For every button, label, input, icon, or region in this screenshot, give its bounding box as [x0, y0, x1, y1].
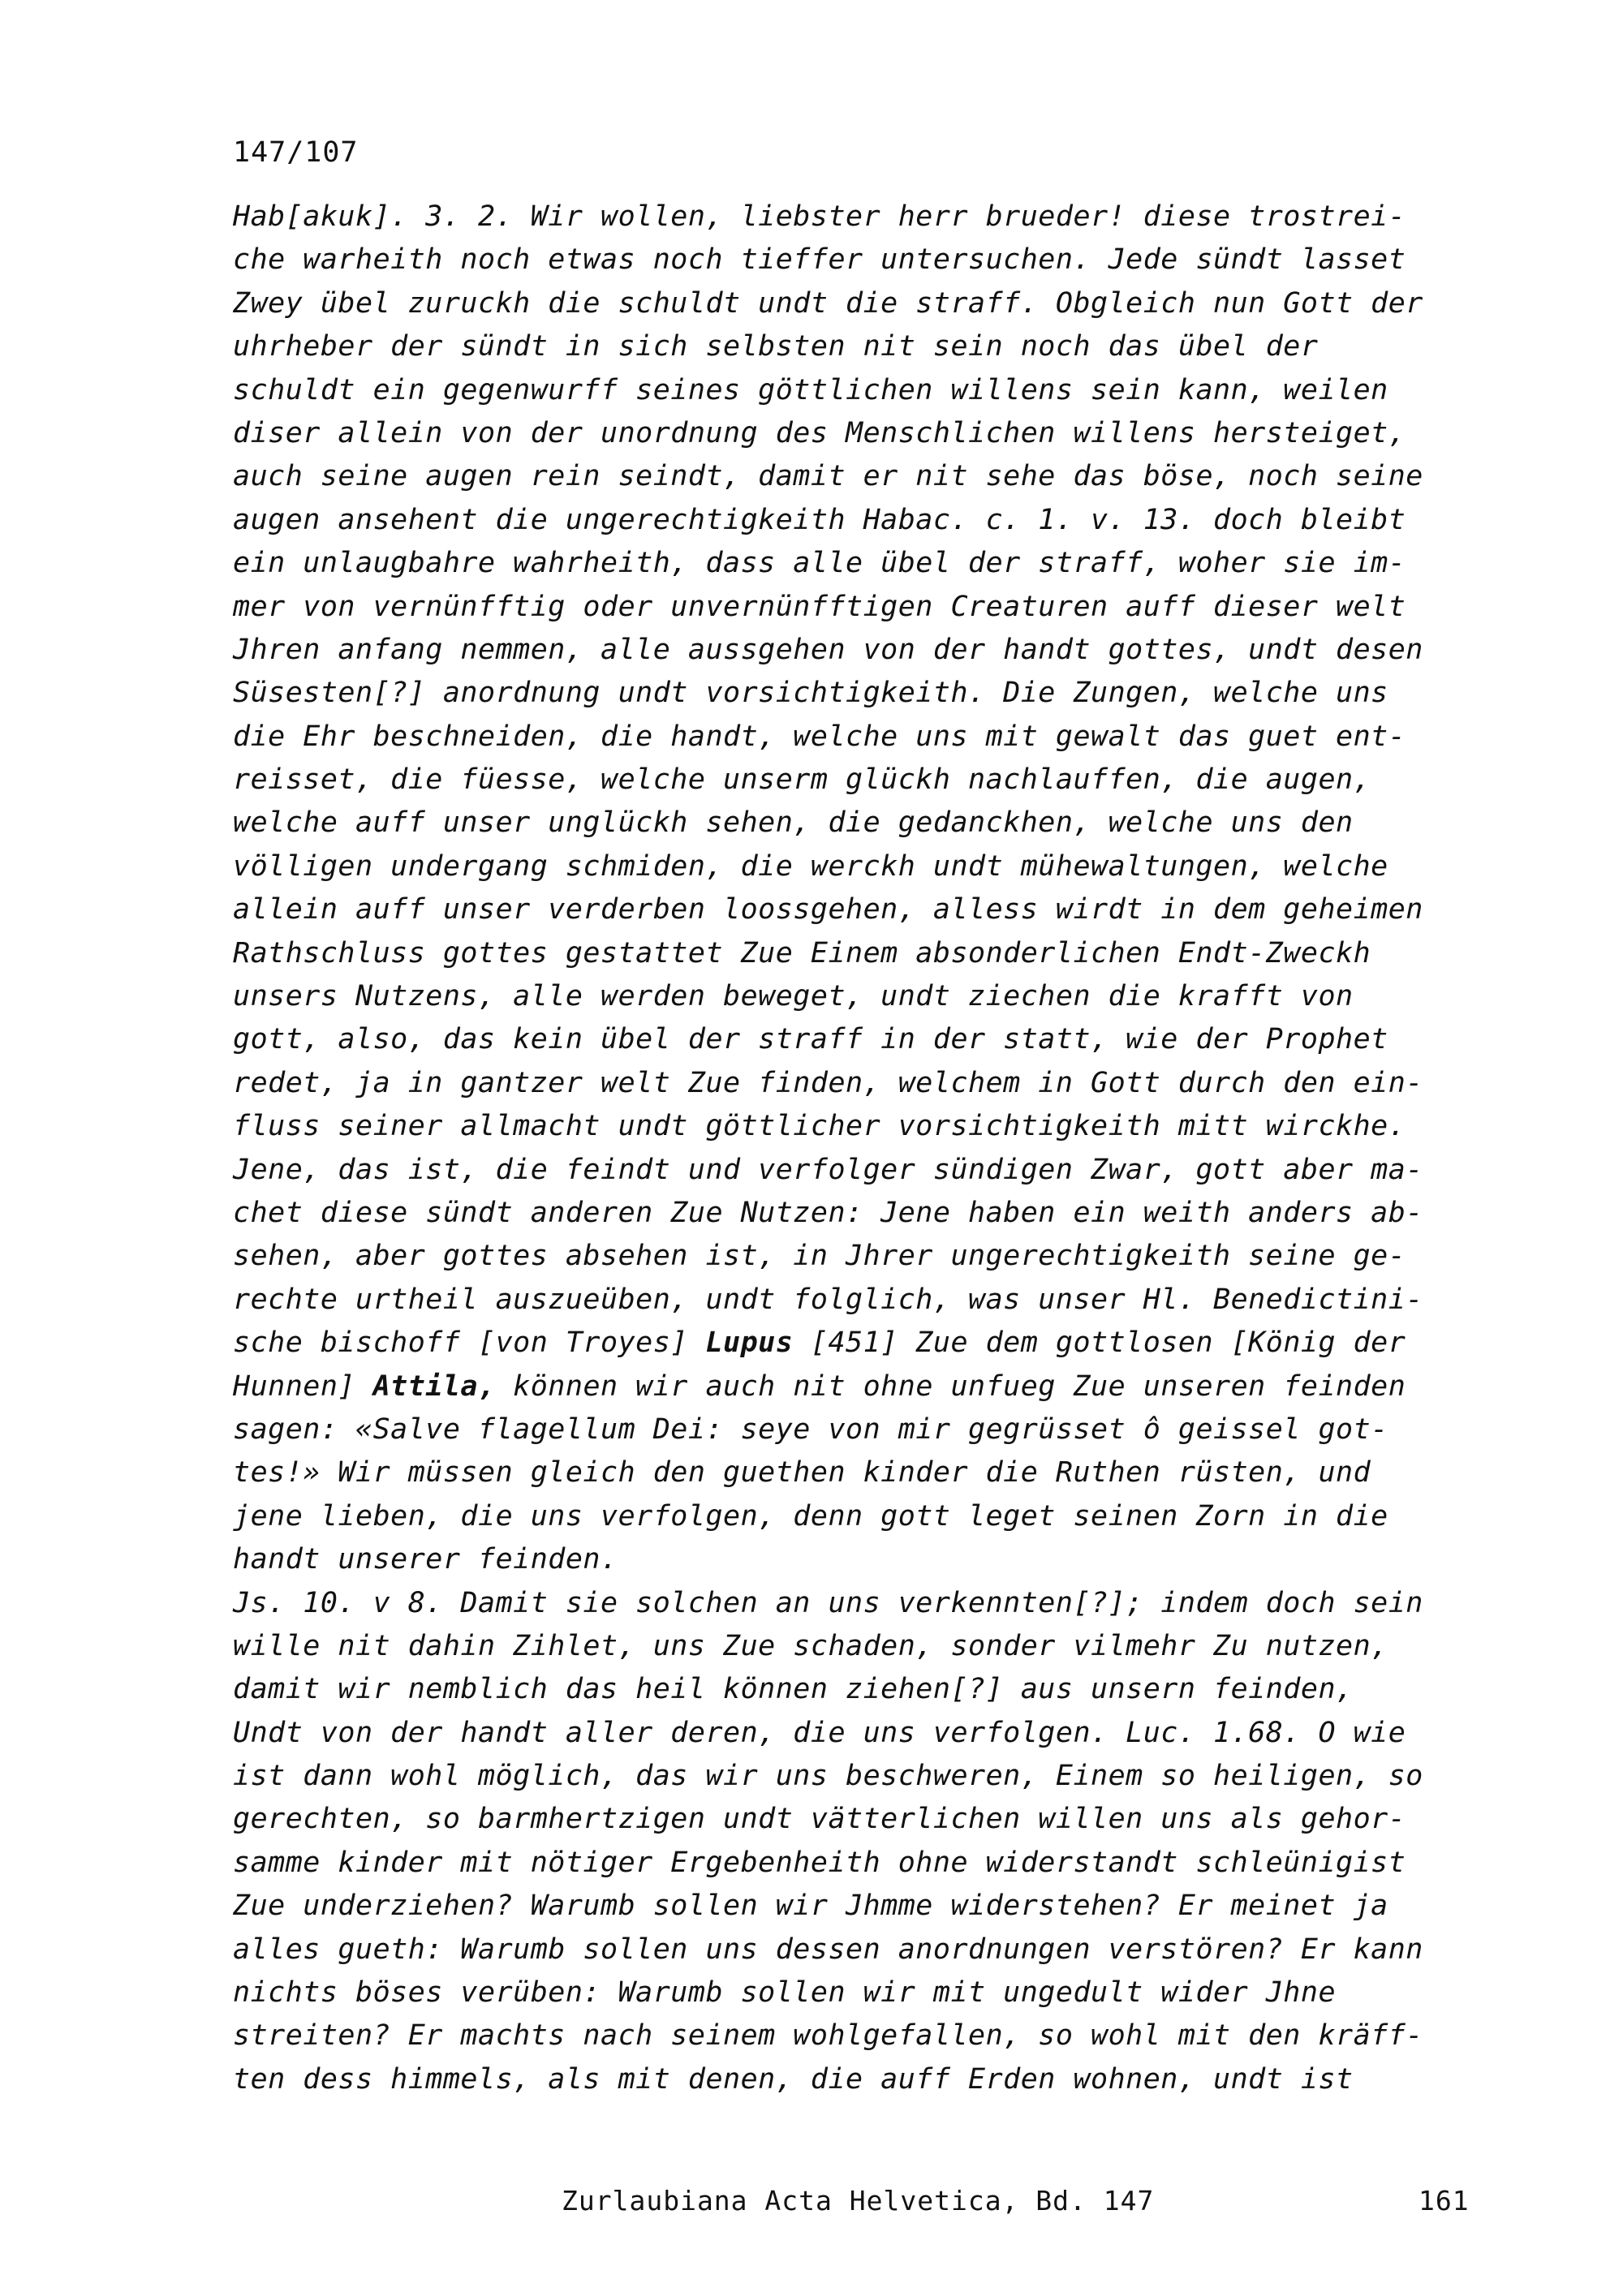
- text-line: ist dann wohl möglich, das wir uns beschweren, Einem so heiligen, so: [233, 1760, 1423, 1793]
- text-segment: [451] Zue dem gottlosen [König der: [793, 1326, 1406, 1360]
- text-line: Zue underziehen? Warumb sollen wir Jhmme widerstehen? Er meinet ja: [233, 1890, 1388, 1923]
- text-line: Js. 10. v 8. Damit sie solchen an uns verkennten[?]; indem doch sein: [233, 1586, 1423, 1619]
- footer-title: Zurlaubiana Acta Helvetica, Bd. 147: [562, 2185, 1155, 2216]
- text-line: Rathschluss gottes gestattet Zue Einem absonderlichen Endt-Zweckh: [233, 936, 1371, 970]
- text-line: auch seine augen rein seindt, damit er nit sehe das böse, noch seine: [233, 460, 1423, 493]
- text-segment: können wir auch nit ohne unfueg Zue unseren feinden: [495, 1369, 1406, 1403]
- text-line: che warheith noch etwas noch tieffer untersuchen. Jede sündt lasset: [233, 243, 1406, 277]
- text-line: allein auff unser verderben loossgehen, alless wirdt in dem geheimen: [233, 893, 1423, 927]
- text-line: fluss seiner allmacht undt göttlicher vorsichtigkeith mitt wirckhe.: [233, 1110, 1406, 1143]
- body-text: [233, 196, 1483, 2101]
- text-line-lupus: [233, 1322, 1483, 1365]
- text-line: Hab[akuk]. 3. 2. Wir wollen, liebster herr brueder! diese trostrei-: [233, 200, 1406, 233]
- text-line: völligen undergang schmiden, die werckh undt mühewaltungen, welche: [233, 849, 1388, 883]
- text-line: Jhren anfang nemmen, alle aussgehen von der handt gottes, undt desen: [233, 633, 1423, 666]
- text-line: tes!» Wir müssen gleich den guethen kinder die Ruthen rüsten, und: [233, 1456, 1371, 1490]
- text-segment: sche bischoff [von Troyes]: [233, 1326, 706, 1360]
- text-line: damit wir nemblich das heil können ziehen[?] aus unsern feinden,: [233, 1673, 1354, 1706]
- text-line: ein unlaugbahre wahrheith, dass alle übel der straff, woher sie im-: [233, 547, 1406, 580]
- text-line: chet diese sündt anderen Zue Nutzen: Jene haben ein weith anders ab-: [233, 1196, 1423, 1229]
- text-line: reisset, die füesse, welche unserm glückh nachlauffen, die augen,: [233, 763, 1371, 797]
- text-line: Jene, das ist, die feindt und verfolger sündigen Zwar, gott aber ma-: [233, 1153, 1423, 1186]
- text-line: sehen, aber gottes absehen ist, in Jhrer ungerechtigkeith seine ge-: [233, 1240, 1406, 1273]
- text-line: jene lieben, die uns verfolgen, denn gott leget seinen Zorn in die: [233, 1499, 1388, 1533]
- text-line: Zwey übel zuruckh die schuldt undt die straff. Obgleich nun Gott der: [233, 286, 1423, 320]
- text-line: gerechten, so barmhertzigen undt vätterlichen willen uns als gehor-: [233, 1803, 1406, 1836]
- text-line-attila: [233, 1365, 1483, 1408]
- text-line: streiten? Er machts nach seinem wohlgefallen, so wohl mit den kräff-: [233, 2019, 1423, 2053]
- text-line: Süsesten[?] anordnung undt vorsichtigkeith. Die Zungen, welche uns: [233, 677, 1388, 710]
- text-line: augen ansehent die ungerechtigkeith Habac. c. 1. v. 13. doch bleibt: [233, 503, 1406, 536]
- text-line: schuldt ein gegenwurff seines göttlichen willens sein kann, weilen: [233, 373, 1388, 406]
- text-line: rechte urtheil auszueüben, undt folglich, was unser Hl. Benedictini-: [233, 1283, 1423, 1316]
- name-lupus: Lupus: [705, 1326, 794, 1360]
- text-line: nichts böses verüben: Warumb sollen wir mit ungedult wider Jhne: [233, 1976, 1337, 2010]
- text-line: mer von vernünfftig oder unvernünfftigen Creaturen auff dieser welt: [233, 590, 1406, 623]
- text-line: ten dess himmels, als mit denen, die auff Erden wohnen, undt ist: [233, 2062, 1354, 2096]
- text-line: wille nit dahin Zihlet, uns Zue schaden, sonder vilmehr Zu nutzen,: [233, 1629, 1388, 1662]
- text-line: gott, also, das kein übel der straff in der statt, wie der Prophet: [233, 1023, 1388, 1056]
- text-line: handt unserer feinden.: [233, 1543, 618, 1576]
- text-line: sagen: «Salve flagellum Dei: seye von mir gegrüsset ô geissel got-: [233, 1412, 1388, 1446]
- text-line: unsers Nutzens, alle werden beweget, undt ziechen die krafft von: [233, 980, 1354, 1013]
- name-attila: Attila,: [372, 1369, 496, 1403]
- text-line: uhrheber der sündt in sich selbsten nit sein noch das übel der: [233, 330, 1319, 363]
- text-line: samme kinder mit nötiger Ergebenheith ohne widerstandt schleünigist: [233, 1846, 1406, 1879]
- text-line: alles gueth: Warumb sollen uns dessen anordnungen verstören? Er kann: [233, 1933, 1423, 1966]
- text-line: redet, ja in gantzer welt Zue finden, welchem in Gott durch den ein-: [233, 1066, 1423, 1099]
- text-line: Undt von der handt aller deren, die uns verfolgen. Luc. 1.68. O wie: [233, 1716, 1406, 1749]
- text-segment: Hunnen]: [233, 1369, 373, 1403]
- text-line: diser allein von der unordnung des Menschlichen willens hersteiget,: [233, 416, 1406, 449]
- page-number: 161: [1419, 2185, 1470, 2216]
- text-line: die Ehr beschneiden, die handt, welche uns mit gewalt das guet ent-: [233, 720, 1406, 753]
- page-reference: 147/107: [233, 136, 359, 169]
- text-line: welche auff unser unglückh sehen, die gedanckhen, welche uns den: [233, 806, 1354, 840]
